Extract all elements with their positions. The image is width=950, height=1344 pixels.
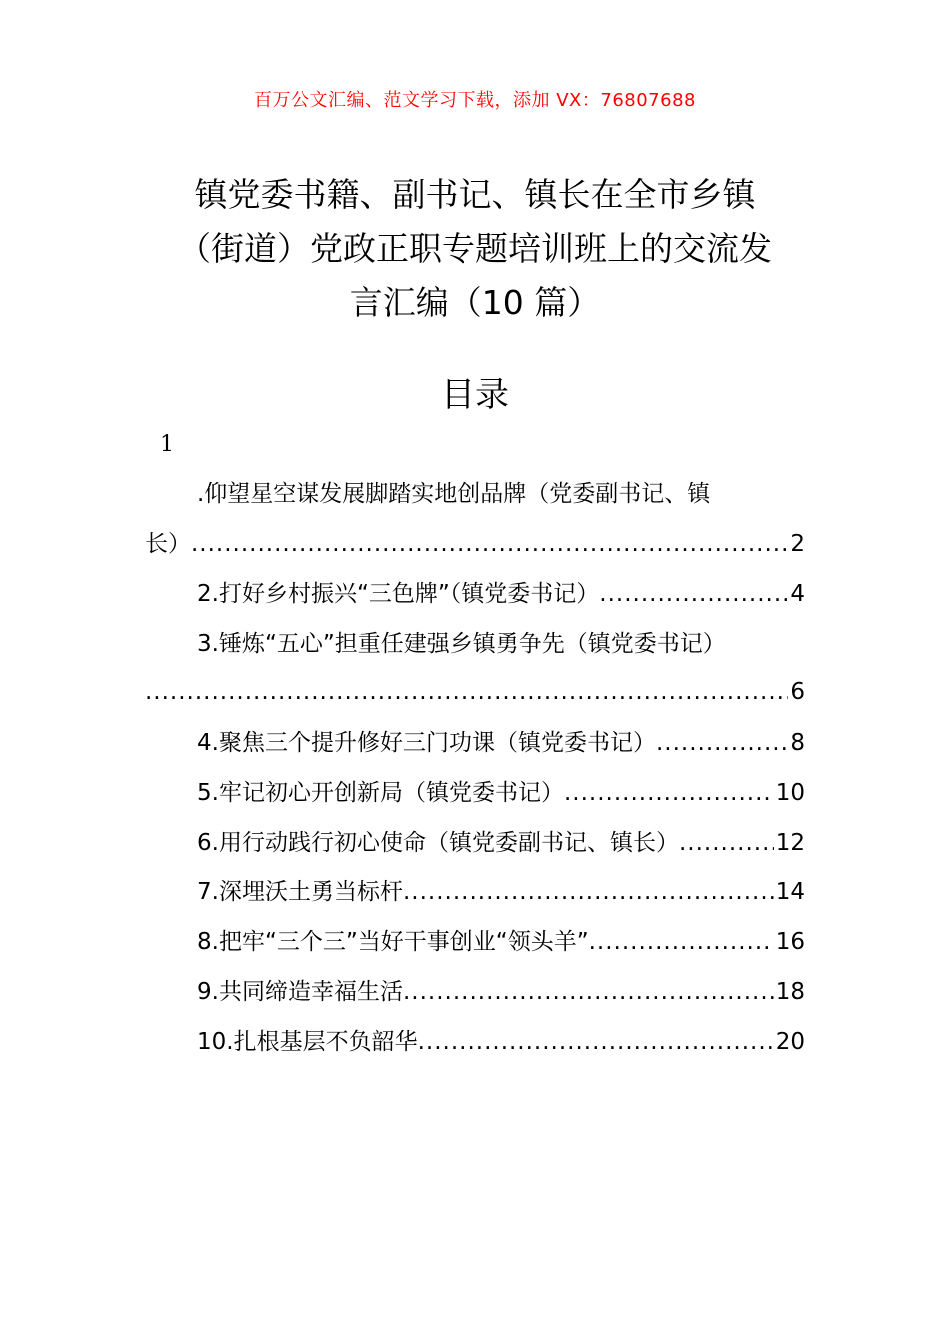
- toc-page-number: 12: [775, 830, 805, 856]
- dot-leader: [403, 972, 774, 1012]
- toc-entry-text: 8.把牢“三个三”当好干事创业“领头羊”: [197, 929, 589, 955]
- dot-leader: [564, 773, 774, 813]
- toc-entry-5[interactable]: [145, 773, 805, 813]
- toc-entry-3[interactable]: [145, 624, 805, 664]
- toc-entry-text: 10.扎根基层不负韶华: [197, 1029, 418, 1055]
- toc-page-number: 2: [790, 531, 805, 557]
- toc-page-number: 14: [775, 879, 805, 905]
- dot-leader: [145, 672, 788, 712]
- toc-page-number: 16: [775, 929, 805, 955]
- toc-heading: 目录: [441, 375, 509, 415]
- dot-leader: [656, 723, 788, 763]
- title-line-2: （街道）党政正职专题培训班上的交流发: [178, 229, 772, 268]
- toc-entry-8[interactable]: [145, 922, 805, 962]
- dot-leader: [679, 823, 774, 863]
- header-note: 百万公文汇编、范文学习下载，添加 VX：76807688: [254, 90, 696, 111]
- toc-entry-1[interactable]: [145, 474, 805, 514]
- toc-entry-text: 9.共同缔造幸福生活: [197, 979, 403, 1005]
- toc-page-number: 4: [790, 581, 805, 607]
- toc-entry-text: 4.聚焦三个提升修好三门功课（镇党委书记）: [197, 730, 656, 756]
- toc-page-number: 8: [790, 730, 805, 756]
- dot-leader: [191, 524, 788, 564]
- toc-entry-4[interactable]: [145, 723, 805, 763]
- toc-entry-text: 长）: [145, 531, 191, 557]
- dot-leader: [418, 1022, 774, 1062]
- toc-entry-7[interactable]: [145, 872, 805, 912]
- title-line-1: 镇党委书籍、副书记、镇长在全市乡镇: [194, 175, 756, 214]
- toc-entry-text: 3.锤炼“五心”担重任建强乡镇勇争先（镇党委书记）: [197, 631, 726, 657]
- toc-entry-2[interactable]: [145, 574, 805, 614]
- toc-page-number: 6: [790, 679, 805, 705]
- toc-entry-10[interactable]: [145, 1022, 805, 1062]
- toc-entry-1-continued[interactable]: [145, 524, 805, 564]
- toc-entry-text: 6.用行动践行初心使命（镇党委副书记、镇长）: [197, 830, 679, 856]
- toc-page-number: 10: [775, 780, 805, 806]
- toc-entry-text: 7.深埋沃土勇当标杆: [197, 879, 403, 905]
- toc-page-number: 20: [775, 1029, 805, 1055]
- stray-number: 1: [160, 432, 174, 457]
- toc-page-number: 18: [775, 979, 805, 1005]
- dot-leader: [589, 922, 774, 962]
- dot-leader: [599, 574, 788, 614]
- toc-entry-9[interactable]: [145, 972, 805, 1012]
- title-line-3: 言汇编（10 篇）: [349, 283, 601, 322]
- document-title: [145, 168, 805, 330]
- toc-entry-text: 2.打好乡村振兴“三色牌”（镇党委书记）: [197, 581, 600, 607]
- toc-entry-3-continued[interactable]: [145, 672, 805, 712]
- toc-entry-6[interactable]: [145, 823, 805, 863]
- dot-leader: [403, 872, 774, 912]
- toc-entry-text: 5.牢记初心开创新局（镇党委书记）: [197, 780, 564, 806]
- toc-entry-text: .仰望星空谋发展脚踏实地创品牌（党委副书记、镇: [197, 481, 711, 507]
